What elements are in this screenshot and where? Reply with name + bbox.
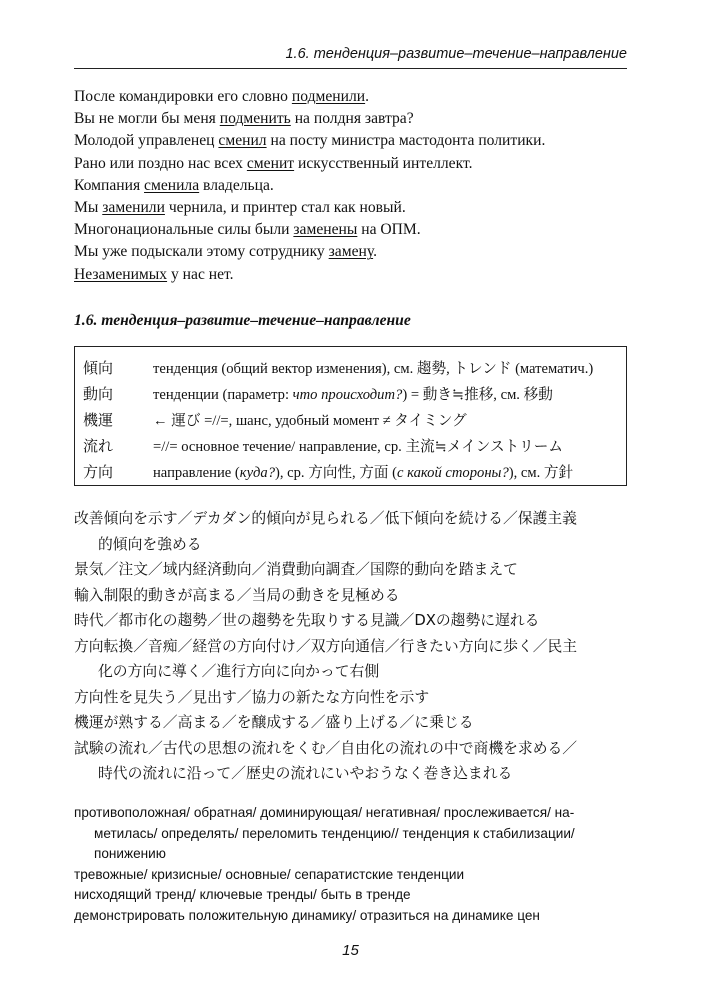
vocab-term: 方向 [83,462,114,481]
running-header: 1.6. тенденция–развитие–течение–направление [74,46,627,69]
jp-example-line: 時代／都市化の趨勢／世の趨勢を先取りする見識／DXの趨勢に遅れる [74,612,540,629]
example-line: Незаменимых у нас нет. [74,265,234,283]
jp-example-line: 景気／注文／域内経済動向／消費動向調査／国際的動向を踏まえて [74,561,518,578]
collocation-line: понижению [94,846,166,861]
vocab-row [83,432,626,458]
japanese-examples [74,506,644,787]
vocab-description: тенденция (общий вектор изменения), см. 趨勢, トレンド (математич.) [153,360,594,377]
vocab-row [83,458,626,484]
vocab-row [83,380,626,406]
example-sentences [74,86,634,286]
example-line: После командировки его словно подменили. [74,88,370,105]
vocab-term: 機運 [83,410,114,429]
vocab-row [83,406,626,432]
jp-example-line: 方向性を見失う／見出す／協力の新たな方向性を示す [74,688,430,706]
jp-example-line: 改善傾向を示す／デカダン的傾向が見られる／低下傾向を続ける／保護主義 [74,510,577,527]
jp-example-line: 方向転換／音痴／経営の方向付け／双方向通信／行きたい方向に歩く／民主 [74,637,578,655]
vocab-description: направление (куда?), ср. 方向性, 方面 (с какой стороны?), см. 方針 [153,464,574,481]
jp-example-line: 化の方向に導く／進行方向に向かって右側 [98,663,380,680]
example-line: Мы уже подыскали этому сотруднику замену. [74,243,377,261]
example-line: Многонациональные силы были заменены на ОПМ. [74,221,421,239]
section-title: 1.6. тенденция–развитие–течение–направление [74,312,411,329]
collocation-line: нисходящий тренд/ ключевые тренды/ быть в тренде [74,887,411,902]
example-line: Молодой управленец сменил на посту министра мастодонта политики. [74,132,546,150]
vocab-description: ← 運び =//=, шанс, удобный момент ≠ タイミング [153,412,467,429]
collocations [74,803,644,926]
example-line: Рано или поздно нас всех сменит искусственный интеллект. [74,154,473,172]
jp-example-line: 時代の流れに沿って／歴史の流れにいやおうなく巻き込まれる [98,765,513,782]
jp-example-line: 機運が熟する／高まる／を醸成する／盛り上げる／に乗じる [74,714,474,731]
example-line: Компания сменила владельца. [74,176,274,194]
page-number: 15 [342,942,359,959]
jp-example-line: 試験の流れ／古代の思想の流れをくむ／自由化の流れの中で商機を求める／ [74,739,578,757]
collocation-line: метилась/ определять/ переломить тенденцию// тенденция к стабилизации/ [94,825,575,841]
vocabulary-table [74,346,627,486]
collocation-line: противоположная/ обратная/ доминирующая/ негативная/ прослеживается/ на- [74,805,575,820]
vocab-term: 流れ [83,436,114,455]
vocab-term: 傾向 [83,358,114,377]
collocation-line: тревожные/ кризисные/ основные/ сепаратистские тенденции [74,866,465,882]
vocab-description: тенденции (параметр: что происходит?) = 動き≒推移, см. 移動 [153,386,553,403]
vocab-row [83,354,626,380]
vocab-term: 動向 [83,384,114,403]
jp-example-line: 的傾向を強める [98,535,202,553]
vocab-description: =//= основное течение/ направление, ср. 主流≒メインストリーム [153,438,563,455]
collocation-line: демонстрировать положительную динамику/ отразиться на динамике цен [74,907,540,923]
example-line: Вы не могли бы меня подменить на полдня завтра? [74,110,414,128]
jp-example-line: 輸入制限的動きが高まる／当局の動きを見極める [74,586,400,604]
example-line: Мы заменили чернила, и принтер стал как новый. [74,199,406,217]
